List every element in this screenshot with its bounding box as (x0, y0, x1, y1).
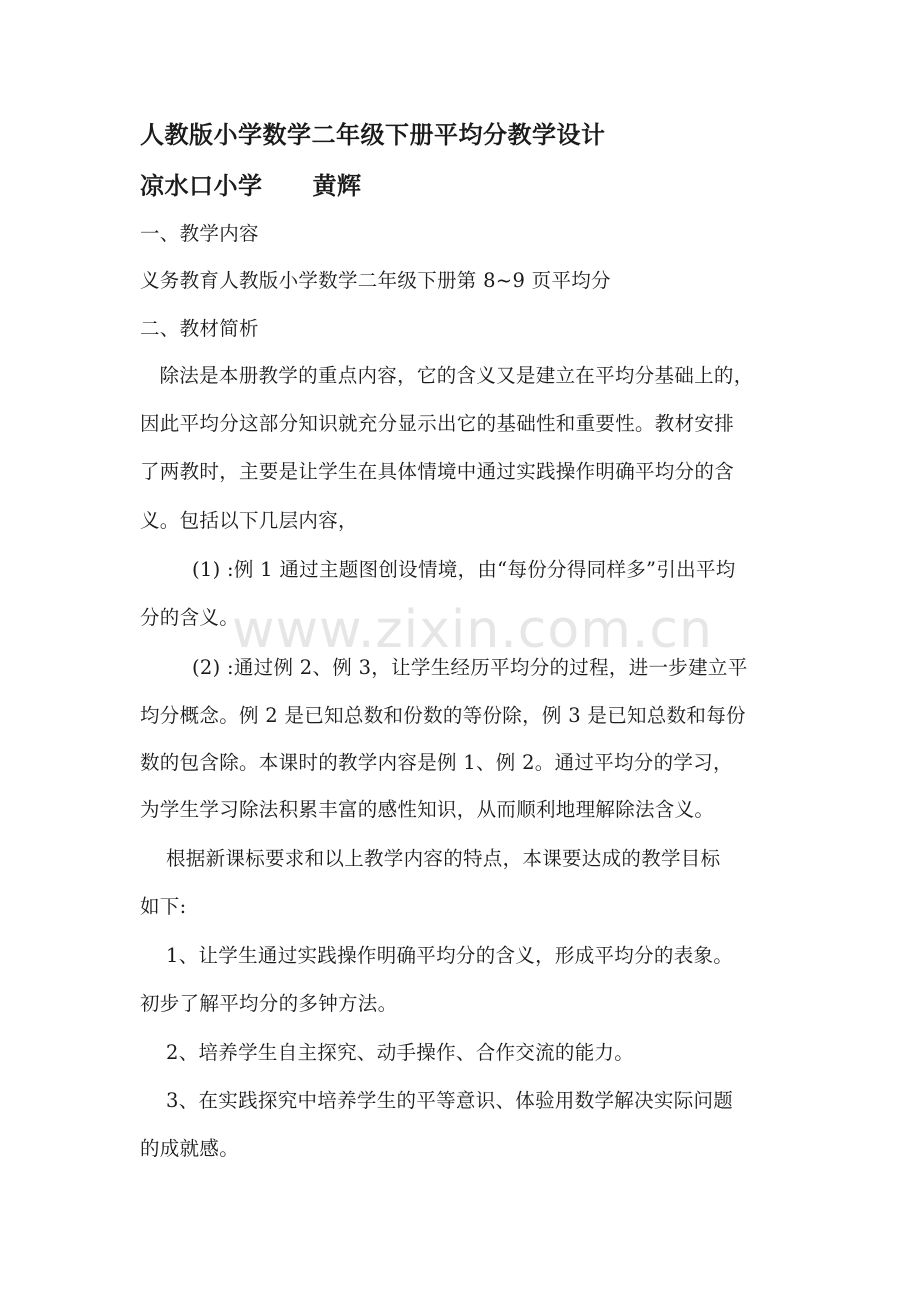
paragraph-line: 数的包含除。本课时的教学内容是例 1、例 2。通过平均分的学习， (140, 751, 733, 774)
paragraph-line: 如下: (140, 895, 187, 918)
paragraph-line: 3、在实践探究中培养学生的平等意识、体验用数学解决实际问题 (140, 1089, 734, 1112)
paragraph-line: (1) :例 1 通过主题图创设情境，由“每份分得同样多”引出平均 (140, 558, 736, 581)
paragraph-line: 均分概念。例 2 是已知总数和份数的等份除，例 3 是已知总数和每份 (140, 704, 746, 727)
author-line (140, 172, 790, 200)
school-name: 凉水口小学 (140, 171, 263, 200)
author-name: 黄辉 (312, 171, 362, 200)
watermark: www.zixin.com.cn (232, 600, 713, 660)
paragraph-line: 的成就感。 (140, 1137, 240, 1160)
document-title: 人教版小学数学二年级下册平均分教学设计 (140, 120, 606, 149)
paragraph-line: 义务教育人教版小学数学二年级下册第 8~9 页平均分 (140, 269, 611, 292)
paragraph-line: 根据新课标要求和以上教学内容的特点，本课要达成的教学目标 (140, 847, 721, 870)
paragraph-line: 初步了解平均分的多钟方法。 (140, 992, 398, 1015)
paragraph-line: 为学生学习除法积累丰富的感性知识，从而顺利地理解除法含义。 (140, 798, 715, 821)
paragraph-line: 因此平均分这部分知识就充分显示出它的基础性和重要性。教材安排 (140, 412, 735, 435)
paragraph-line: 分的含义。 (140, 606, 240, 629)
paragraph-line: 2、培养学生自主探究、动手操作、合作交流的能力。 (140, 1041, 635, 1064)
paragraph-line: 1、让学生通过实践操作明确平均分的含义，形成平均分的表象。 (140, 944, 734, 967)
section-heading-analysis: 二、教材简析 (140, 317, 259, 340)
paragraph-line: 除法是本册教学的重点内容，它的含义又是建立在平均分基础上的， (140, 364, 754, 387)
paragraph-line: 了两教时，主要是让学生在具体情境中通过实践操作明确平均分的含 (140, 460, 735, 483)
paragraph-line: 义。包括以下几层内容， (140, 509, 358, 532)
section-heading-content: 一、教学内容 (140, 222, 259, 245)
paragraph-line: (2) :通过例 2、例 3，让学生经历平均分的过程，进一步建立平 (140, 656, 748, 679)
